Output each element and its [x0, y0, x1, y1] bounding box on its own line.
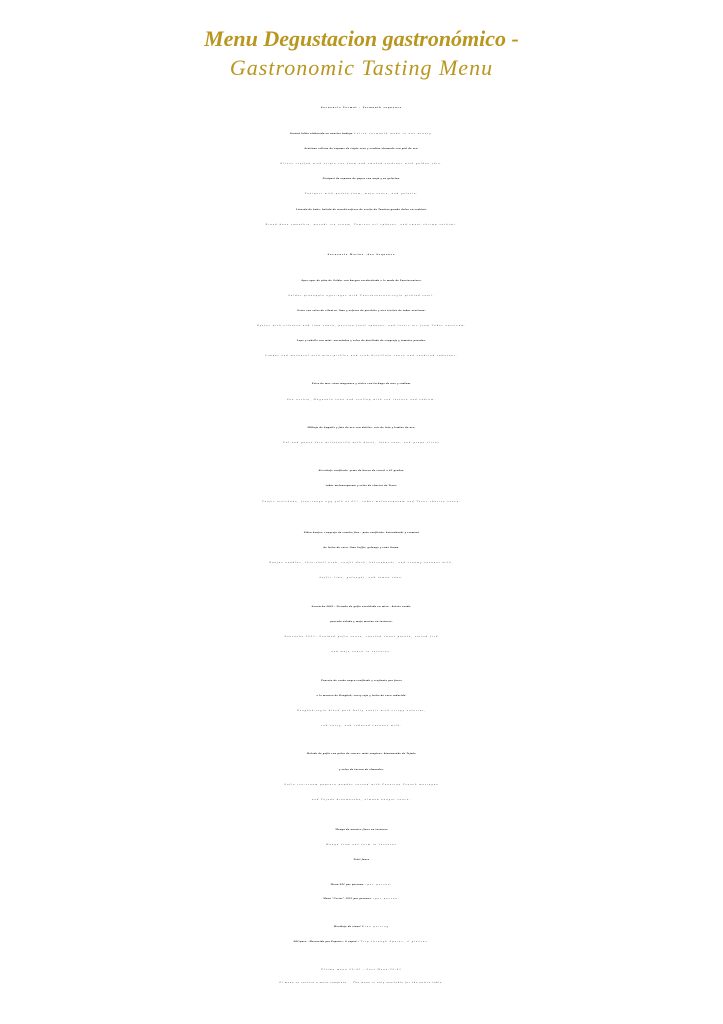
helado-english-1: Gofio ice-cream popcorn powder served with Canarian French meringue [284, 783, 439, 786]
sancocho-english-1: Sancocho 2025: Scalded gofio sauce, roasted sweet potato, salted fish [284, 635, 439, 638]
sancocho-spanish-1: Sancocho 2025 : Licuado de gofio escaldado en miso , batata asada, [311, 605, 412, 608]
vermut-item-spanish: Vermut lolito elaborado en nuestra bodega. [289, 132, 354, 135]
wine-pairing-heading-spanish: Maridaje de vinos/ [333, 925, 361, 928]
agar-english: Galdar pineapple agar-agar with Fuerteventura-style pickled snail. [288, 294, 435, 297]
price-caviar [0, 892, 723, 906]
helado-spanish-2: y salsa de turron de almendra. [339, 768, 384, 771]
full-table-note: El menú se servirá a mesa completa. – The menu is only available for the entire table. [279, 981, 444, 984]
licuado-spanish: Licuado de haba, helado de wasabi,esferas de aceite de Temisas,gamba dulce en sashimi. [296, 208, 427, 211]
ostra-english: Oyster with cilantro and lime sauce, passion fruit spheres, and lactic air from Tuber aestivum. [256, 324, 467, 327]
mango-spanish: Mango de nuestra finca en texturas [335, 828, 388, 831]
panipuri-english: Panipuri with potato foam, mojo sauce, and gelatin. [304, 192, 419, 195]
panceta-spanish-2: a la manera de Bangkok, curry rojo y leche de coco reducida. [316, 694, 407, 697]
wine-pairing-heading-english: Wine pairing [361, 925, 390, 928]
vermut-sequence-heading: Secuencia Vermut - Vermouth sequence [320, 106, 403, 109]
menu-title-english: Gastronomic Tasting Menu [229, 55, 494, 80]
fideo-spanish-1: Fideo konjac, cangrejo de concha fina , pato confitado, katsuabushi y cremoso [303, 531, 420, 534]
fideo-spanish-2: de leche de coco, lima kaffir, galanga y caña limon. [323, 546, 400, 549]
mango-english: Mango from our farm in textures [326, 843, 397, 846]
alcachofa-english: Confit artichoke, free-range egg yolk at 65°, tuber melanosporum and Teror chorizo sauce. [261, 500, 462, 503]
panceta-english-1: Bangkok-style black pork belly confit with crispy exterior, [297, 709, 426, 712]
helado-spanish-1: Helado de gofio con polvo de roscas, mini suspiros, bienmesabe de Tejeda [307, 752, 416, 755]
fideo-english-1: Konjac noodles, thin-shell crab, confit duck, katsuabushi, and creamy coconut milk, [269, 561, 454, 564]
lapa-spanish: Lapa y caballa con mini- encurtidos y salsa de destilado de cangrejo y tomates pasados. [296, 339, 427, 342]
wine-pairing-price-english: «Trip through Spain», 6 glasses. [358, 940, 430, 943]
sancocho-spanish-2: pescado salado y mojo marino en texturas. [330, 620, 393, 623]
petit-fours: Petit fours [353, 858, 370, 861]
aceituna-english: Olives stuffed with triple sec foam and smoked sardines with golden skin. [280, 162, 443, 165]
sancocho-english-2: and mojo sauce in textures. [331, 650, 392, 653]
agar-spanish: Agar-agar de piña de Galdar con burgao escabechado a la moda de Fuerteventura. [301, 279, 422, 282]
erizo-english: Sea urchin, Moganero tuna and scallop with sea lettuce and codium. [287, 398, 436, 401]
fideo-english-2: kaffir lime, galangal, and lemon cane. [319, 576, 404, 579]
panceta-spanish-1: Panceta de cerdo negro confitada y crujiente por fuera [321, 679, 402, 682]
last-menu-time: Último menú 20:45 - Last Menu 20:45 [321, 968, 402, 971]
lapa-english: Limpet and mackerel with mini-pickles and crab distillate sauce and sundried tomatoes. [265, 354, 458, 357]
menu-title-spanish: Menu Degustacion gastronómico - [204, 26, 519, 51]
price-menu-english: per person. [367, 883, 393, 886]
wine-pairing-price-spanish: 60€/pers. «Recorrido por España», 6 copas/ [293, 940, 358, 943]
licuado-english: Broad bean smoothie, wasabi ice cream, Temisas oil spheres, and sweet shrimp sashimi. [265, 223, 458, 226]
erizo-spanish: Erizo de mar ,atun moganero y vieira con lechuga de mar y codium. [311, 382, 412, 385]
vermut-item-english: Lolito vermouth made in our winery. [354, 132, 434, 135]
wine-pairing-heading [0, 920, 723, 934]
alcachofa-spanish-2: tuber melanosporum y salsa de chorizo de Teror. [325, 484, 398, 487]
alcachofa-spanish-1: Alcachofa confitada, yema de huevo de corral a 65 grados, [318, 469, 405, 472]
price-menu-spanish: Menu 92€ por persona. – [330, 883, 367, 886]
milhoja-english: Eel and goose foie millefeuille with dates, lotus root, and grape slices [283, 441, 440, 444]
helado-english-2: and Tejeda bienmesabe, almond nougat sauce. [311, 798, 412, 801]
price-menu [0, 878, 723, 892]
wine-pairing-price [0, 935, 723, 949]
marina-sequence-heading: Secuencia Marina -Sea Sequence [327, 253, 396, 256]
panceta-english-2: red curry, and reduced coconut milk. [321, 724, 402, 727]
price-caviar-english: per person. [374, 897, 400, 900]
ostra-spanish: Ostra con salsa de cilantro, lima y esferas de parchita y aire lactico de tuber aestivum. [297, 309, 426, 312]
panipuri-spanish: Panipuri de espuma de papas con mojo y su gelatina. [322, 177, 401, 180]
aceituna-spanish: Aceituna rellena de espuma de triple seco y sardina ahumada con piel de oro. [304, 147, 419, 150]
vermut-item [0, 127, 723, 141]
price-caviar-spanish: Menu "Caviar" 125€ por persona. – [323, 897, 375, 900]
milhoja-spanish: Milhoja de Anguila y foie de oca con datiles, raiz de loto y lamina de uva. [307, 426, 416, 429]
